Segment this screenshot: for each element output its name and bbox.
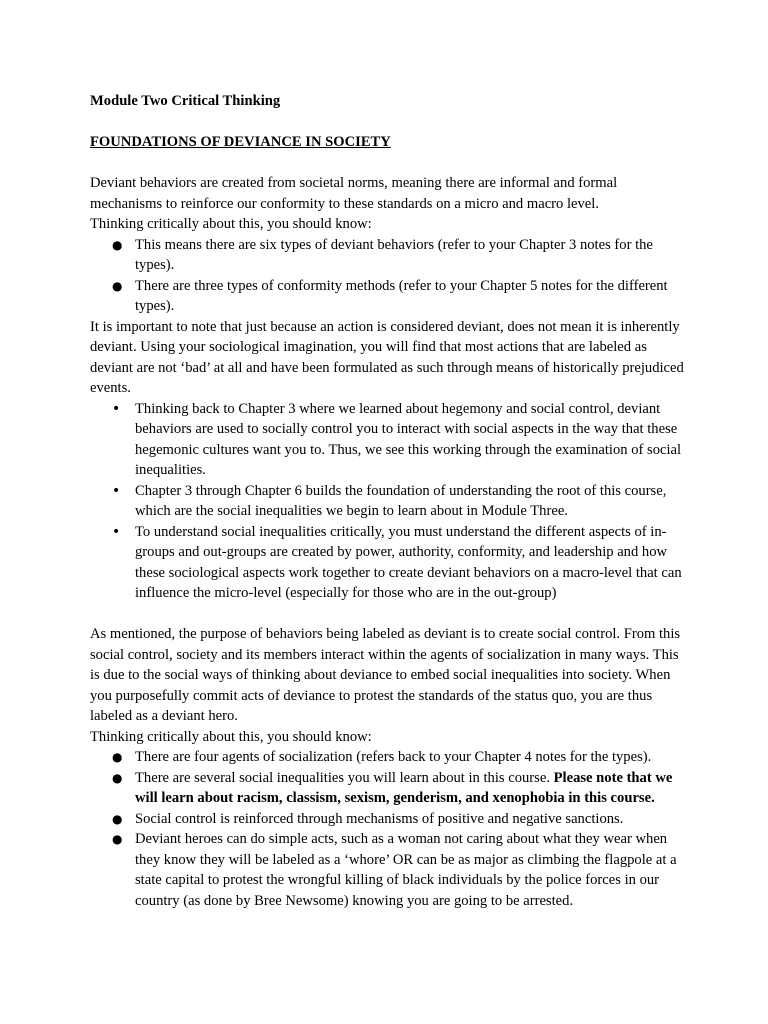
list-item-text: To understand social inequalities critically, you must understand the different aspects of in-groups and out-groups are created by power, authority, conformity, and leadership and how these sociological aspects work together to create deviant behaviors on a macro-level that can influence the micro-level (especially for those who are in the out-group) xyxy=(135,523,682,601)
intro-paragraph: Deviant behaviors are created from societal norms, meaning there are informal and formal mechanisms to reinforce our conformity to these standards on a micro and macro level. xyxy=(90,175,618,212)
body-paragraph: It is important to note that just because an action is considered deviant, does not mean it is inherently deviant. Using your sociological imagination, you will find that most actions that are labeled as deviant are not ‘bad’ at all and have been formulated as such through means of historically prejudiced events. xyxy=(90,318,684,396)
bullet-icon: • xyxy=(112,523,121,540)
bullet-list-3 xyxy=(90,747,690,911)
blank-line xyxy=(90,153,690,174)
bullet-icon: • xyxy=(112,482,121,499)
section2-paragraph: As mentioned, the purpose of behaviors being labeled as deviant is to create social control. From this social control, society and its members interact within the agents of socialization in many ways. This is due to the social ways of thinking about deviance to embed social inequalities into society. When you purposefully commit acts of deviance to protest the standards of the status quo, you are thus labeled as a deviant hero. xyxy=(90,626,681,724)
list-item-text: This means there are six types of deviant behaviors (refer to your Chapter 3 notes for the types). xyxy=(135,236,653,273)
list-item xyxy=(90,747,690,768)
bullet-icon: ● xyxy=(112,832,123,846)
list-item-text: There are several social inequalities you will learn about in this course. xyxy=(135,769,554,786)
list-item xyxy=(90,481,690,522)
bullet-icon: ● xyxy=(112,237,123,252)
bullet-icon: • xyxy=(112,400,121,417)
list-item xyxy=(90,522,690,604)
list-item-text: Social control is reinforced through mechanisms of positive and negative sanctions. xyxy=(135,810,624,827)
document-title: Module Two Critical Thinking xyxy=(90,93,281,109)
document-page xyxy=(90,91,690,911)
thinking-lead: Thinking critically about this, you should know: xyxy=(90,216,372,232)
list-item xyxy=(90,276,690,317)
bullet-icon: ● xyxy=(112,278,123,293)
list-item xyxy=(90,768,690,809)
list-item-text: There are three types of conformity methods (refer to your Chapter 5 notes for the different types). xyxy=(135,277,668,314)
bullet-list-1 xyxy=(90,235,690,317)
list-item xyxy=(90,235,690,276)
list-item xyxy=(90,399,690,481)
bullet-icon: ● xyxy=(112,811,123,826)
list-item xyxy=(90,829,690,911)
list-item-text: Thinking back to Chapter 3 where we learned about hegemony and social control, deviant behaviors are used to socially control you to interact with social aspects in the way that these hegemonic cultures want you to. Thus, we see this working through the examination of social inequalities. xyxy=(135,400,682,478)
bullet-list-2 xyxy=(90,399,690,604)
list-item-bold-text: Please note that we will learn about racism, classism, sexism, genderism, and xenophobia in this course. xyxy=(135,769,673,806)
list-item-text: There are four agents of socialization (refers back to your Chapter 4 notes for the types). xyxy=(135,749,652,765)
thinking-lead: Thinking critically about this, you should know: xyxy=(90,728,372,745)
bullet-icon: ● xyxy=(112,750,123,764)
bullet-icon: ● xyxy=(112,770,123,785)
list-item xyxy=(90,809,690,830)
blank-line xyxy=(90,604,690,625)
list-item-text: Chapter 3 through Chapter 6 builds the foundation of understanding the root of this course, which are the social inequalities we begin to learn about in Module Three. xyxy=(135,482,667,519)
list-item-text: Deviant heroes can do simple acts, such as a woman not caring about what they wear when they know they will be labeled as a ‘whore’ OR can be as major as climbing the flagpole at a state capital to protest the wrongful killing of black individuals by the police forces in our country (as done by Bree Newsome) knowing you are going to be arrested. xyxy=(135,831,677,909)
section-heading: FOUNDATIONS OF DEVIANCE IN SOCIETY xyxy=(90,134,391,150)
